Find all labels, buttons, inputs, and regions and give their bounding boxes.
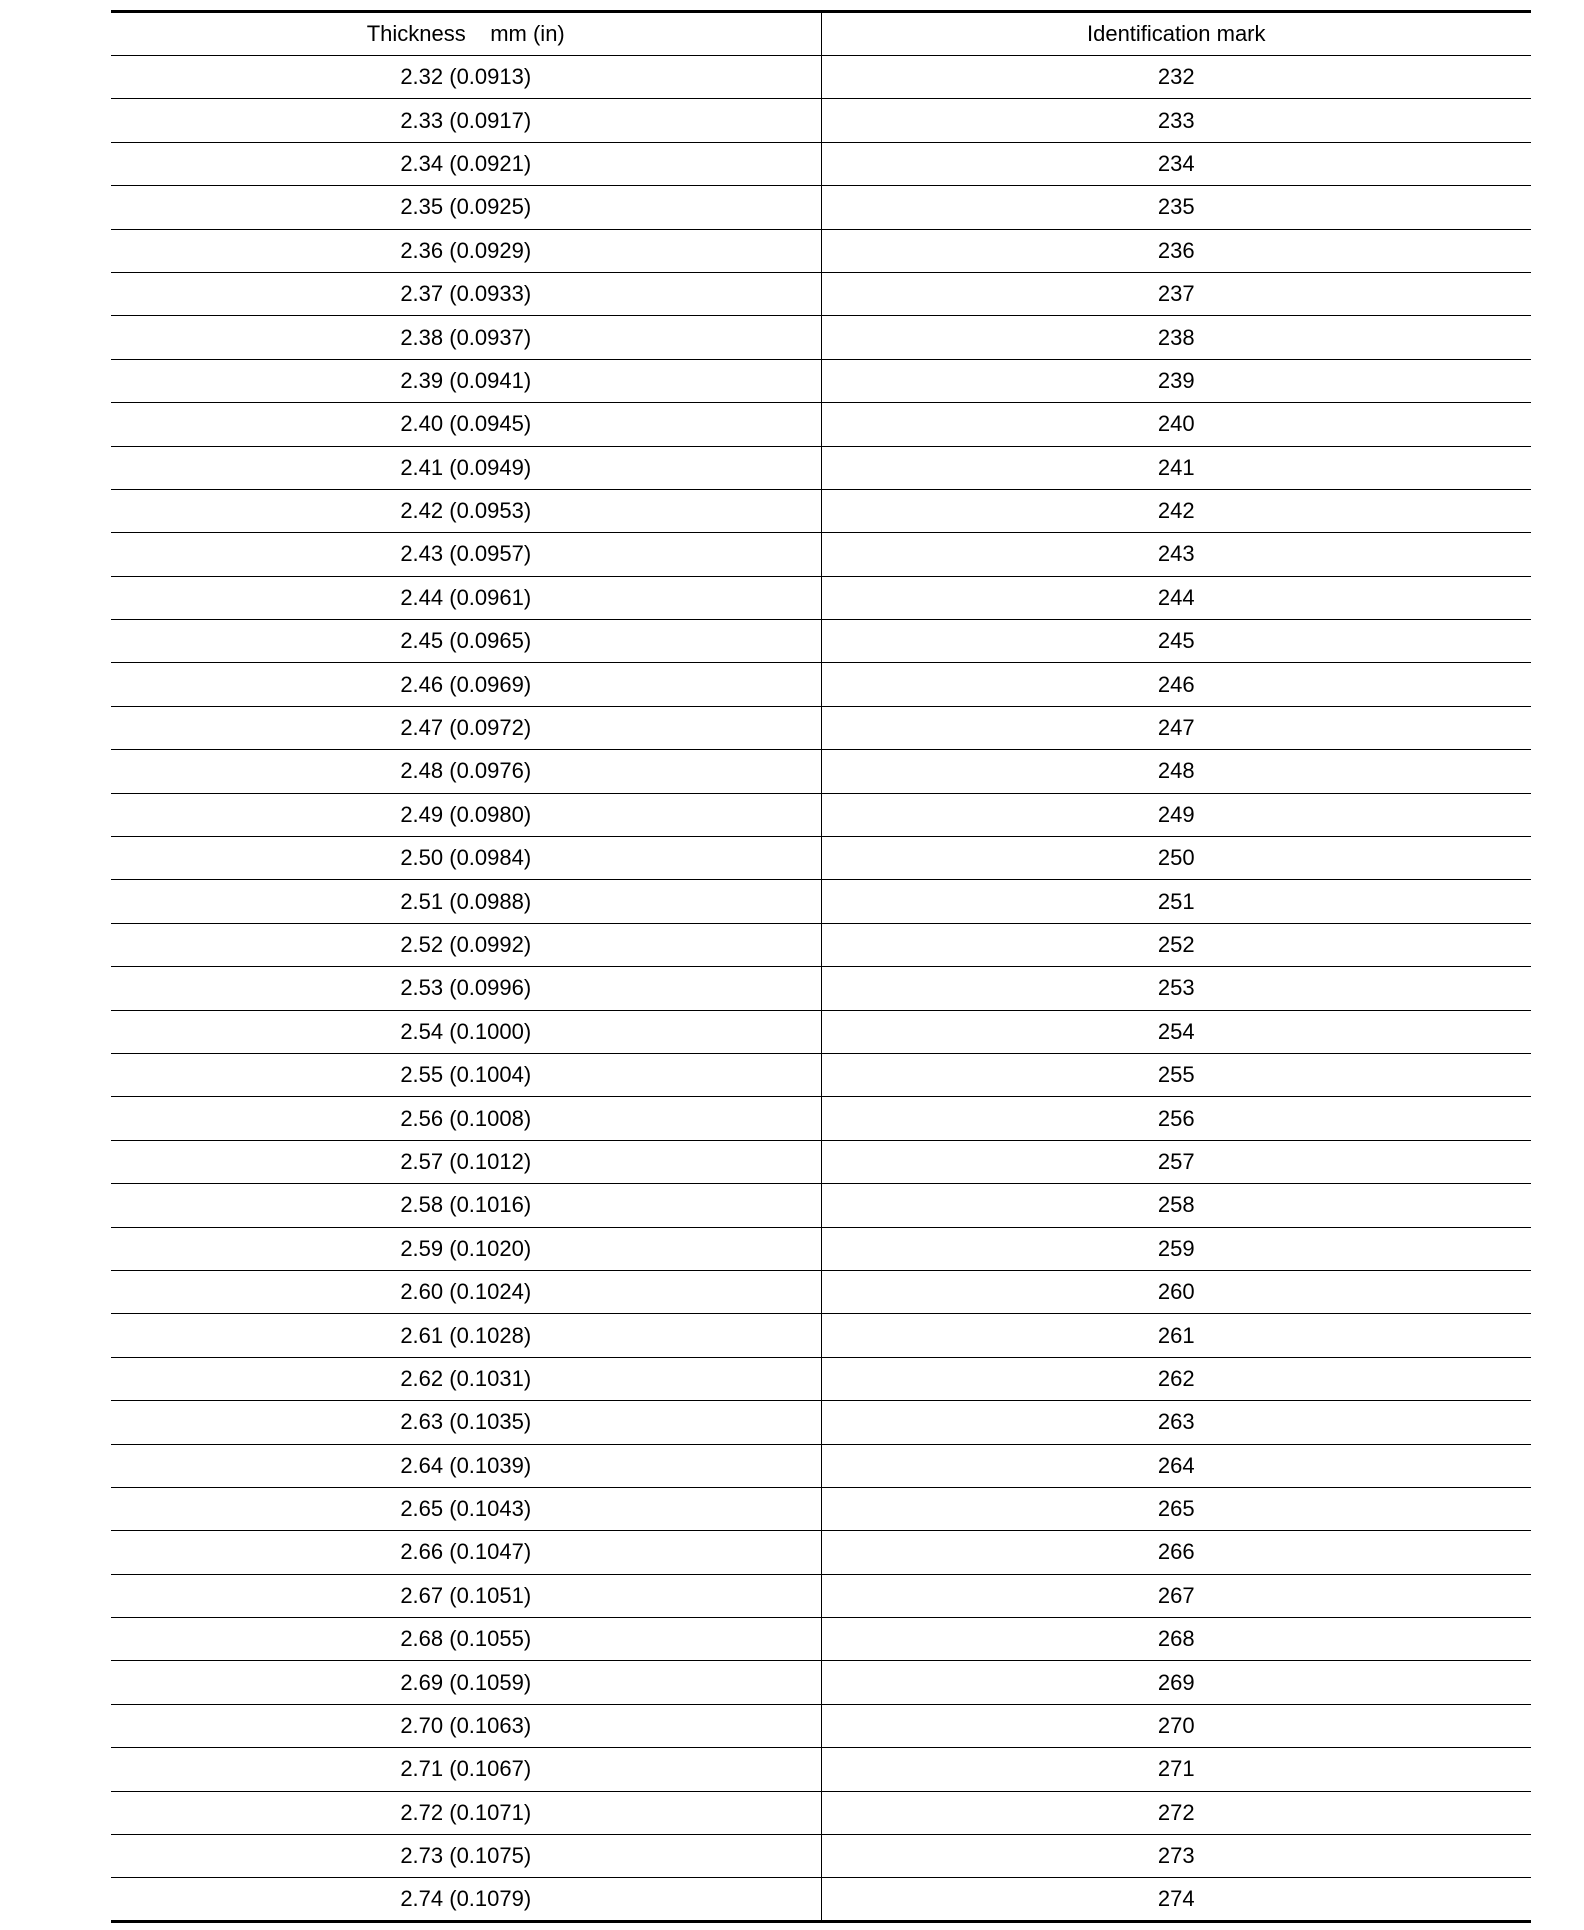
thickness-identification-table [111, 10, 1531, 1923]
cell-identification-mark: 270 [821, 1704, 1531, 1747]
cell-identification-mark: 233 [821, 99, 1531, 142]
cell-thickness: 2.52 (0.0992) [111, 923, 821, 966]
cell-thickness: 2.61 (0.1028) [111, 1314, 821, 1357]
cell-identification-mark: 266 [821, 1531, 1531, 1574]
cell-identification-mark: 274 [821, 1878, 1531, 1921]
cell-identification-mark: 260 [821, 1270, 1531, 1313]
table-row [111, 1401, 1531, 1444]
cell-identification-mark: 242 [821, 489, 1531, 532]
cell-identification-mark: 232 [821, 56, 1531, 99]
table-row [111, 1010, 1531, 1053]
cell-identification-mark: 240 [821, 403, 1531, 446]
cell-identification-mark: 261 [821, 1314, 1531, 1357]
table-row [111, 316, 1531, 359]
cell-thickness: 2.72 (0.1071) [111, 1791, 821, 1834]
table-row [111, 663, 1531, 706]
cell-thickness: 2.59 (0.1020) [111, 1227, 821, 1270]
cell-thickness: 2.51 (0.0988) [111, 880, 821, 923]
cell-thickness: 2.43 (0.0957) [111, 533, 821, 576]
header-thickness: Thickness mm (in) [111, 12, 821, 56]
cell-identification-mark: 236 [821, 229, 1531, 272]
table-row [111, 880, 1531, 923]
cell-identification-mark: 239 [821, 359, 1531, 402]
cell-thickness: 2.58 (0.1016) [111, 1184, 821, 1227]
cell-identification-mark: 269 [821, 1661, 1531, 1704]
cell-thickness: 2.33 (0.0917) [111, 99, 821, 142]
table-row [111, 706, 1531, 749]
cell-identification-mark: 253 [821, 967, 1531, 1010]
cell-thickness: 2.36 (0.0929) [111, 229, 821, 272]
table-row [111, 1314, 1531, 1357]
cell-thickness: 2.53 (0.0996) [111, 967, 821, 1010]
table-row [111, 56, 1531, 99]
table-row [111, 99, 1531, 142]
table-row [111, 837, 1531, 880]
table-row [111, 229, 1531, 272]
table-row [111, 1835, 1531, 1878]
table-row [111, 620, 1531, 663]
table-row [111, 446, 1531, 489]
cell-identification-mark: 241 [821, 446, 1531, 489]
cell-thickness: 2.55 (0.1004) [111, 1053, 821, 1096]
header-identification-mark: Identification mark [821, 12, 1531, 56]
cell-thickness: 2.34 (0.0921) [111, 142, 821, 185]
cell-identification-mark: 237 [821, 272, 1531, 315]
cell-identification-mark: 257 [821, 1140, 1531, 1183]
cell-identification-mark: 254 [821, 1010, 1531, 1053]
cell-identification-mark: 238 [821, 316, 1531, 359]
cell-thickness: 2.73 (0.1075) [111, 1835, 821, 1878]
cell-identification-mark: 244 [821, 576, 1531, 619]
cell-thickness: 2.62 (0.1031) [111, 1357, 821, 1400]
cell-thickness: 2.71 (0.1067) [111, 1748, 821, 1791]
table-row [111, 1227, 1531, 1270]
cell-thickness: 2.68 (0.1055) [111, 1618, 821, 1661]
cell-identification-mark: 259 [821, 1227, 1531, 1270]
table-row [111, 533, 1531, 576]
cell-thickness: 2.39 (0.0941) [111, 359, 821, 402]
table-row [111, 186, 1531, 229]
table-row [111, 967, 1531, 1010]
table-row [111, 1270, 1531, 1313]
cell-thickness: 2.64 (0.1039) [111, 1444, 821, 1487]
table-row [111, 750, 1531, 793]
cell-thickness: 2.40 (0.0945) [111, 403, 821, 446]
table-row [111, 403, 1531, 446]
cell-thickness: 2.32 (0.0913) [111, 56, 821, 99]
cell-thickness: 2.46 (0.0969) [111, 663, 821, 706]
table-row [111, 1531, 1531, 1574]
cell-identification-mark: 271 [821, 1748, 1531, 1791]
cell-thickness: 2.37 (0.0933) [111, 272, 821, 315]
cell-identification-mark: 235 [821, 186, 1531, 229]
table-row [111, 1618, 1531, 1661]
cell-identification-mark: 268 [821, 1618, 1531, 1661]
cell-thickness: 2.66 (0.1047) [111, 1531, 821, 1574]
cell-identification-mark: 272 [821, 1791, 1531, 1834]
header-row [111, 12, 1531, 56]
cell-thickness: 2.57 (0.1012) [111, 1140, 821, 1183]
table-row [111, 1184, 1531, 1227]
cell-thickness: 2.41 (0.0949) [111, 446, 821, 489]
cell-identification-mark: 263 [821, 1401, 1531, 1444]
table-row [111, 1661, 1531, 1704]
cell-thickness: 2.38 (0.0937) [111, 316, 821, 359]
cell-thickness: 2.65 (0.1043) [111, 1487, 821, 1530]
table-row [111, 793, 1531, 836]
cell-identification-mark: 255 [821, 1053, 1531, 1096]
table-row [111, 1574, 1531, 1617]
cell-thickness: 2.69 (0.1059) [111, 1661, 821, 1704]
cell-thickness: 2.44 (0.0961) [111, 576, 821, 619]
cell-thickness: 2.47 (0.0972) [111, 706, 821, 749]
cell-thickness: 2.54 (0.1000) [111, 1010, 821, 1053]
cell-identification-mark: 250 [821, 837, 1531, 880]
cell-thickness: 2.42 (0.0953) [111, 489, 821, 532]
cell-identification-mark: 265 [821, 1487, 1531, 1530]
cell-thickness: 2.67 (0.1051) [111, 1574, 821, 1617]
table-body [111, 56, 1531, 1922]
table-row [111, 1053, 1531, 1096]
cell-identification-mark: 234 [821, 142, 1531, 185]
cell-identification-mark: 251 [821, 880, 1531, 923]
cell-identification-mark: 256 [821, 1097, 1531, 1140]
table-row [111, 272, 1531, 315]
cell-identification-mark: 249 [821, 793, 1531, 836]
cell-identification-mark: 248 [821, 750, 1531, 793]
cell-thickness: 2.45 (0.0965) [111, 620, 821, 663]
cell-identification-mark: 264 [821, 1444, 1531, 1487]
table-row [111, 1704, 1531, 1747]
table-row [111, 1097, 1531, 1140]
cell-thickness: 2.63 (0.1035) [111, 1401, 821, 1444]
table-row [111, 359, 1531, 402]
cell-identification-mark: 258 [821, 1184, 1531, 1227]
table-row [111, 1748, 1531, 1791]
table-row [111, 1791, 1531, 1834]
cell-thickness: 2.50 (0.0984) [111, 837, 821, 880]
cell-identification-mark: 246 [821, 663, 1531, 706]
cell-thickness: 2.48 (0.0976) [111, 750, 821, 793]
cell-identification-mark: 262 [821, 1357, 1531, 1400]
table-row [111, 576, 1531, 619]
table-row [111, 1357, 1531, 1400]
table-row [111, 142, 1531, 185]
table-row [111, 489, 1531, 532]
cell-identification-mark: 273 [821, 1835, 1531, 1878]
cell-identification-mark: 247 [821, 706, 1531, 749]
cell-thickness: 2.74 (0.1079) [111, 1878, 821, 1921]
table-row [111, 1878, 1531, 1921]
table-row [111, 1444, 1531, 1487]
table-row [111, 1140, 1531, 1183]
cell-thickness: 2.56 (0.1008) [111, 1097, 821, 1140]
cell-identification-mark: 267 [821, 1574, 1531, 1617]
cell-identification-mark: 245 [821, 620, 1531, 663]
cell-thickness: 2.49 (0.0980) [111, 793, 821, 836]
cell-identification-mark: 243 [821, 533, 1531, 576]
table-header [111, 12, 1531, 56]
cell-thickness: 2.35 (0.0925) [111, 186, 821, 229]
table-row [111, 923, 1531, 966]
cell-identification-mark: 252 [821, 923, 1531, 966]
cell-thickness: 2.60 (0.1024) [111, 1270, 821, 1313]
table-row [111, 1487, 1531, 1530]
cell-thickness: 2.70 (0.1063) [111, 1704, 821, 1747]
